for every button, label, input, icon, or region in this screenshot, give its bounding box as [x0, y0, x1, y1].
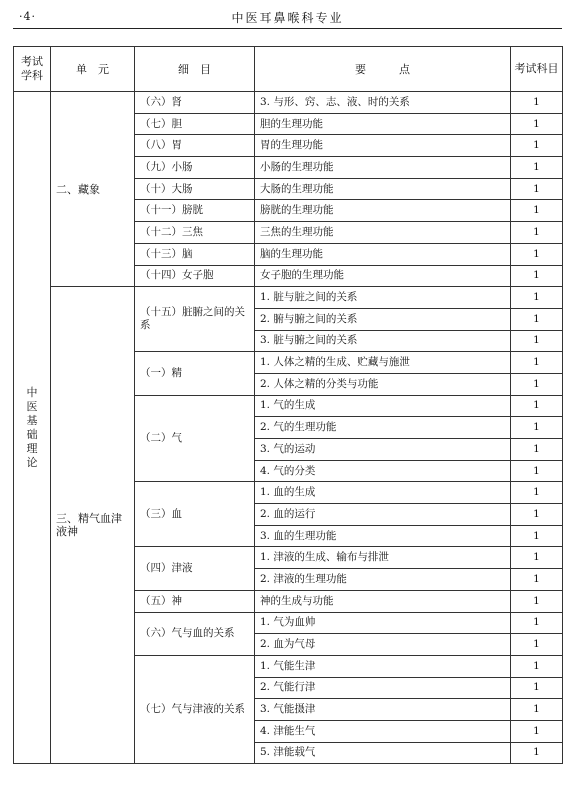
point-cell: 1. 人体之精的生成、贮藏与施泄 [255, 352, 511, 374]
exam-cell: 1 [511, 330, 563, 352]
exam-cell: 1 [511, 590, 563, 612]
exam-cell: 1 [511, 373, 563, 395]
table-header-row [14, 47, 563, 92]
point-cell: 4. 津能生气 [255, 720, 511, 742]
exam-cell: 1 [511, 352, 563, 374]
exam-cell: 1 [511, 677, 563, 699]
unit-cell: 三、精气血津液神 [51, 287, 135, 764]
exam-cell: 1 [511, 547, 563, 569]
exam-cell: 1 [511, 308, 563, 330]
detail-cell: （十五）脏腑之间的关系 [135, 287, 255, 352]
detail-cell: （一）精 [135, 352, 255, 395]
col-header-points: 要 点 [255, 47, 511, 92]
exam-cell: 1 [511, 135, 563, 157]
exam-cell: 1 [511, 200, 563, 222]
exam-cell: 1 [511, 460, 563, 482]
exam-cell: 1 [511, 634, 563, 656]
detail-cell: （五）神 [135, 590, 255, 612]
detail-cell: （十四）女子胞 [135, 265, 255, 287]
exam-cell: 1 [511, 222, 563, 244]
unit-cell: 二、藏象 [51, 92, 135, 287]
point-cell: 女子胞的生理功能 [255, 265, 511, 287]
point-cell: 2. 血为气母 [255, 634, 511, 656]
detail-cell: （三）血 [135, 482, 255, 547]
point-cell: 3. 血的生理功能 [255, 525, 511, 547]
exam-cell: 1 [511, 720, 563, 742]
subject-text: 中医基础理论 [26, 385, 38, 469]
point-cell: 2. 气的生理功能 [255, 417, 511, 439]
subject-cell [14, 92, 51, 764]
point-cell: 脑的生理功能 [255, 243, 511, 265]
detail-cell: （十二）三焦 [135, 222, 255, 244]
detail-cell: （十）大肠 [135, 178, 255, 200]
exam-cell: 1 [511, 178, 563, 200]
point-cell: 神的生成与功能 [255, 590, 511, 612]
header-rule [13, 28, 562, 29]
point-cell: 三焦的生理功能 [255, 222, 511, 244]
point-cell: 胃的生理功能 [255, 135, 511, 157]
exam-cell: 1 [511, 612, 563, 634]
exam-cell: 1 [511, 699, 563, 721]
point-cell: 4. 气的分类 [255, 460, 511, 482]
col-header-exam: 考试科目 [511, 47, 563, 92]
exam-cell: 1 [511, 92, 563, 114]
point-cell: 2. 津液的生理功能 [255, 569, 511, 591]
table-row [14, 92, 563, 114]
exam-cell: 1 [511, 504, 563, 526]
point-cell: 1. 气能生津 [255, 655, 511, 677]
col-header-subject: 考试学科 [14, 47, 51, 92]
exam-cell: 1 [511, 287, 563, 309]
point-cell: 2. 人体之精的分类与功能 [255, 373, 511, 395]
exam-cell: 1 [511, 265, 563, 287]
exam-cell: 1 [511, 157, 563, 179]
point-cell: 1. 气的生成 [255, 395, 511, 417]
table-row [14, 287, 563, 309]
point-cell: 2. 血的运行 [255, 504, 511, 526]
page-header [13, 6, 562, 28]
page-title: 中医耳鼻喉科专业 [231, 11, 344, 25]
point-cell: 1. 气为血帅 [255, 612, 511, 634]
exam-cell: 1 [511, 243, 563, 265]
col-header-unit: 单 元 [51, 47, 135, 92]
detail-cell: （十三）脑 [135, 243, 255, 265]
exam-cell: 1 [511, 655, 563, 677]
exam-cell: 1 [511, 113, 563, 135]
exam-cell: 1 [511, 439, 563, 461]
point-cell: 2. 气能行津 [255, 677, 511, 699]
point-cell: 1. 脏与脏之间的关系 [255, 287, 511, 309]
detail-cell: （七）胆 [135, 113, 255, 135]
exam-cell: 1 [511, 525, 563, 547]
point-cell: 3. 气的运动 [255, 439, 511, 461]
point-cell: 1. 津液的生成、输布与排泄 [255, 547, 511, 569]
point-cell: 胆的生理功能 [255, 113, 511, 135]
detail-cell: （四）津液 [135, 547, 255, 590]
exam-cell: 1 [511, 395, 563, 417]
point-cell: 5. 津能载气 [255, 742, 511, 764]
exam-cell: 1 [511, 482, 563, 504]
point-cell: 2. 腑与腑之间的关系 [255, 308, 511, 330]
detail-cell: （七）气与津液的关系 [135, 655, 255, 763]
detail-cell: （十一）膀胱 [135, 200, 255, 222]
point-cell: 3. 脏与腑之间的关系 [255, 330, 511, 352]
point-cell: 大肠的生理功能 [255, 178, 511, 200]
point-cell: 小肠的生理功能 [255, 157, 511, 179]
detail-cell: （九）小肠 [135, 157, 255, 179]
exam-cell: 1 [511, 569, 563, 591]
exam-cell: 1 [511, 742, 563, 764]
page-number: ·4· [19, 10, 36, 23]
syllabus-table [13, 46, 563, 764]
point-cell: 3. 与形、窍、志、液、时的关系 [255, 92, 511, 114]
exam-cell: 1 [511, 417, 563, 439]
col-header-detail: 细 目 [135, 47, 255, 92]
detail-cell: （八）胃 [135, 135, 255, 157]
detail-cell: （六）肾 [135, 92, 255, 114]
point-cell: 3. 气能摄津 [255, 699, 511, 721]
detail-cell: （二）气 [135, 395, 255, 482]
detail-cell: （六）气与血的关系 [135, 612, 255, 655]
point-cell: 膀胱的生理功能 [255, 200, 511, 222]
point-cell: 1. 血的生成 [255, 482, 511, 504]
